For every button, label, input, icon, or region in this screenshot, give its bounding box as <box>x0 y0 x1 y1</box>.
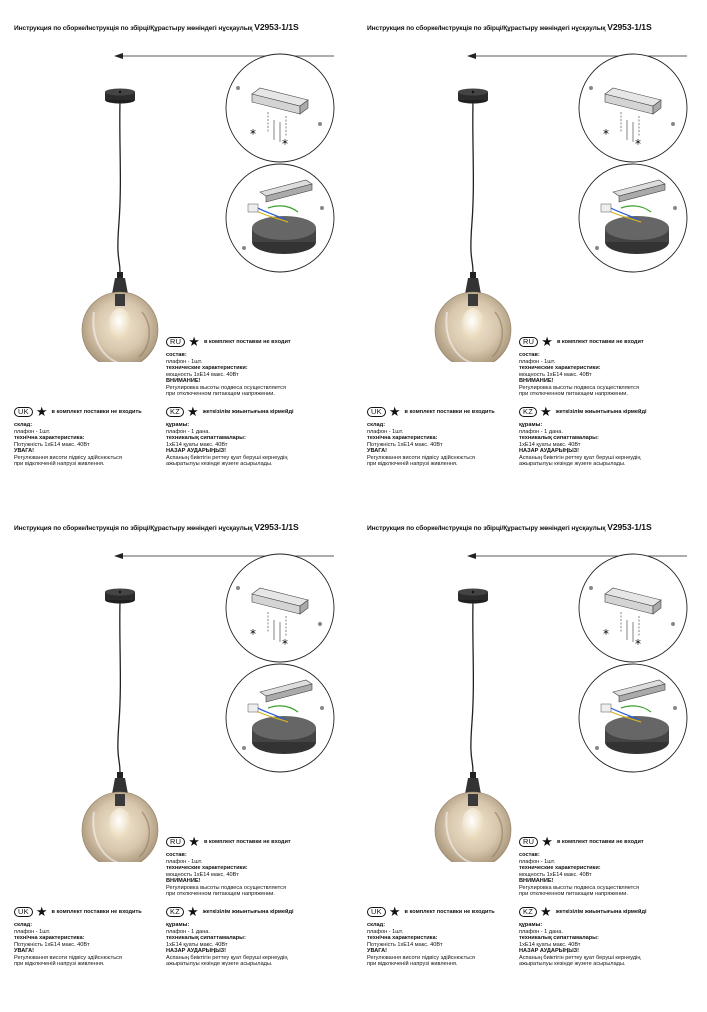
instructions-kz: KZ ★ жеткізілім жиынтығына кірмейді құрамы: плафон - 1 дана. техникалық сипаттамалары: 1хЕ14 қуаты макс. 40Вт НАЗАР АУДАРЫҢЫЗ! Аспаның биіктігін реттеу қуат беруші кернеудің ажыратылуы кезінде жүзеге асырылады. <box>166 404 294 467</box>
instruction-page <box>14 522 354 1012</box>
star-icon: ★ <box>541 334 553 349</box>
star-icon: ★ <box>540 404 552 419</box>
pendant-lamp-illustration <box>54 62 174 362</box>
instructions-uk: UK ★ в комплект поставки не входить склад: плафон - 1шт. технічна характеристика: Потужність 1хЕ14 макс. 40Вт УВАГА! Регулювання висоти підвісу здійснюється при відключеній напрузі живлення. <box>14 404 142 467</box>
instructions-uk: UK ★ в комплект поставки не входить склад: плафон - 1шт. технічна характеристика: Потужність 1хЕ14 макс. 40Вт УВАГА! Регулювання висоти підвісу здійснюється при відключеній напрузі живлення. <box>367 904 495 967</box>
svg-text:*: * <box>603 127 609 141</box>
language-badge: RU <box>166 337 185 347</box>
instruction-page <box>367 522 707 1012</box>
language-badge: KZ <box>519 407 537 417</box>
instruction-page <box>367 22 707 512</box>
star-icon: ★ <box>388 904 401 919</box>
language-badge: KZ <box>166 907 184 917</box>
pendant-lamp-illustration <box>407 562 527 862</box>
instructions-kz: KZ ★ жеткізілім жиынтығына кірмейді құрамы: плафон - 1 дана. техникалық сипаттамалары: 1хЕ14 қуаты макс. 40Вт НАЗАР АУДАРЫҢЫЗ! Аспаның биіктігін реттеу қуат беруші кернеудің ажыратылуы кезінде жүзеге асырылады. <box>519 904 647 967</box>
svg-text:*: * <box>282 637 288 651</box>
language-badge: KZ <box>519 907 537 917</box>
mounting-bracket-detail <box>577 52 689 164</box>
ceiling-cup-wiring-detail <box>577 162 689 274</box>
svg-text:*: * <box>635 637 641 651</box>
svg-text:*: * <box>250 627 256 641</box>
pendant-lamp-illustration <box>407 62 527 362</box>
language-badge: KZ <box>166 407 184 417</box>
mounting-bracket-detail <box>224 552 336 664</box>
instruction-page <box>14 22 354 512</box>
language-badge: RU <box>166 837 185 847</box>
svg-text:*: * <box>603 627 609 641</box>
page-title: Инструкция по сборке/Інструкція по збірці/Құрастыру жөніндегі нұсқаулық V2953-1/1S <box>14 22 299 32</box>
language-badge: UK <box>367 407 386 417</box>
page-title: Инструкция по сборке/Інструкція по збірці/Құрастыру жөніндегі нұсқаулық V2953-1/1S <box>14 522 299 532</box>
language-badge: UK <box>367 907 386 917</box>
language-badge: RU <box>519 337 538 347</box>
ceiling-cup-wiring-detail <box>224 662 336 774</box>
mounting-bracket-detail <box>577 552 689 664</box>
instructions-uk: UK ★ в комплект поставки не входить склад: плафон - 1шт. технічна характеристика: Потужність 1хЕ14 макс. 40Вт УВАГА! Регулювання висоти підвісу здійснюється при відключеній напрузі живлення. <box>14 904 142 967</box>
mounting-bracket-detail <box>224 52 336 164</box>
language-badge: UK <box>14 907 33 917</box>
star-icon: ★ <box>188 834 200 849</box>
instructions-ru: RU ★ в комплект поставки не входит состав: плафон - 1шт. технические характеристики: мощность 1хЕ14 макс. 40Вт ВНИМАНИЕ! Регулировка высоты подвеса осуществляется при отключенном питающем напряжении. <box>166 334 291 397</box>
star-icon: ★ <box>187 404 199 419</box>
page-title: Инструкция по сборке/Інструкція по збірці/Құрастыру жөніндегі нұсқаулық V2953-1/1S <box>367 22 652 32</box>
ceiling-cup-wiring-detail <box>577 662 689 774</box>
svg-text:*: * <box>635 137 641 151</box>
star-icon: ★ <box>541 834 553 849</box>
instructions-uk: UK ★ в комплект поставки не входить склад: плафон - 1шт. технічна характеристика: Потужність 1хЕ14 макс. 40Вт УВАГА! Регулювання висоти підвісу здійснюється при відключеній напрузі живлення. <box>367 404 495 467</box>
star-icon: ★ <box>540 904 552 919</box>
language-badge: RU <box>519 837 538 847</box>
instructions-kz: KZ ★ жеткізілім жиынтығына кірмейді құрамы: плафон - 1 дана. техникалық сипаттамалары: 1хЕ14 қуаты макс. 40Вт НАЗАР АУДАРЫҢЫЗ! Аспаның биіктігін реттеу қуат беруші кернеудің ажыратылуы кезінде жүзеге асырылады. <box>519 404 647 467</box>
instructions-ru: RU ★ в комплект поставки не входит состав: плафон - 1шт. технические характеристики: мощность 1хЕ14 макс. 40Вт ВНИМАНИЕ! Регулировка высоты подвеса осуществляется при отключенном питающем напряжении. <box>166 834 291 897</box>
star-icon: ★ <box>188 334 200 349</box>
pendant-lamp-illustration <box>54 562 174 862</box>
star-icon: ★ <box>187 904 199 919</box>
page-title: Инструкция по сборке/Інструкція по збірці/Құрастыру жөніндегі нұсқаулық V2953-1/1S <box>367 522 652 532</box>
svg-text:*: * <box>250 127 256 141</box>
language-badge: UK <box>14 407 33 417</box>
instructions-ru: RU ★ в комплект поставки не входит состав: плафон - 1шт. технические характеристики: мощность 1хЕ14 макс. 40Вт ВНИМАНИЕ! Регулировка высоты подвеса осуществляется при отключенном питающем напряжении. <box>519 834 644 897</box>
star-icon: ★ <box>35 404 48 419</box>
star-icon: ★ <box>35 904 48 919</box>
ceiling-cup-wiring-detail <box>224 162 336 274</box>
instructions-kz: KZ ★ жеткізілім жиынтығына кірмейді құрамы: плафон - 1 дана. техникалық сипаттамалары: 1хЕ14 қуаты макс. 40Вт НАЗАР АУДАРЫҢЫЗ! Аспаның биіктігін реттеу қуат беруші кернеудің ажыратылуы кезінде жүзеге асырылады. <box>166 904 294 967</box>
star-icon: ★ <box>388 404 401 419</box>
svg-text:*: * <box>282 137 288 151</box>
instructions-ru: RU ★ в комплект поставки не входит состав: плафон - 1шт. технические характеристики: мощность 1хЕ14 макс. 40Вт ВНИМАНИЕ! Регулировка высоты подвеса осуществляется при отключенном питающем напряжении. <box>519 334 644 397</box>
